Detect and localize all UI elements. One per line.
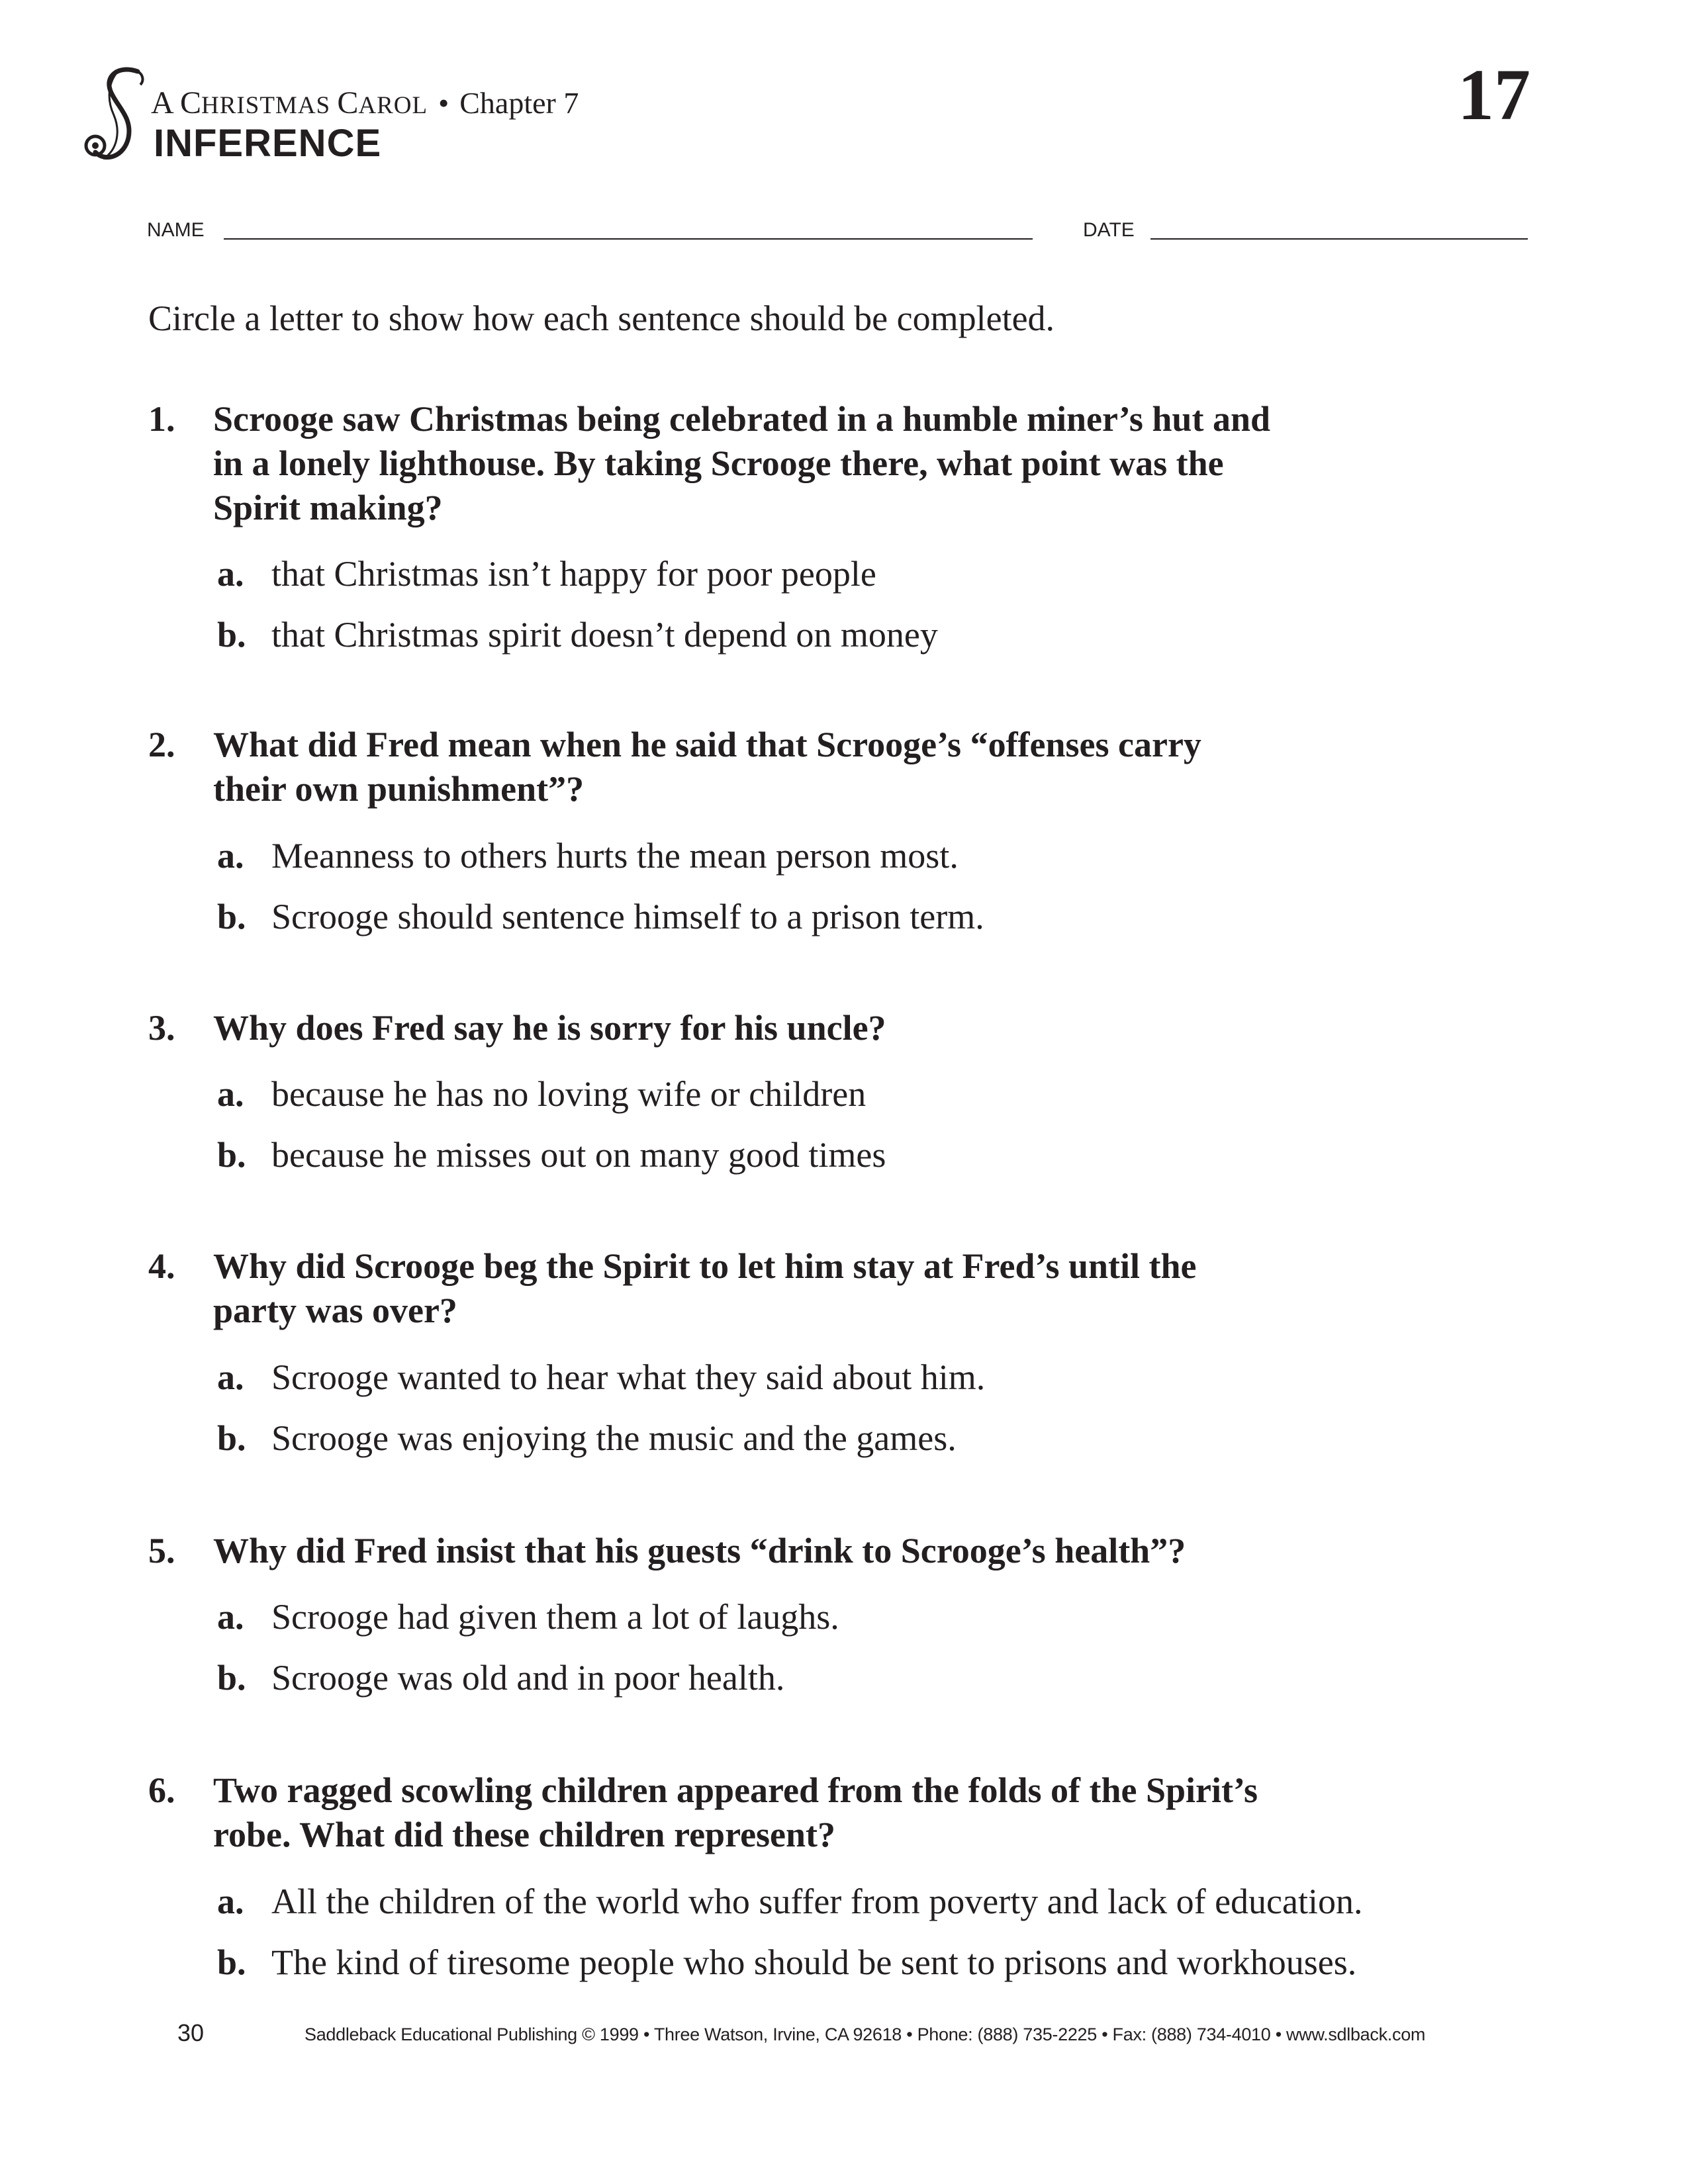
s-logo-icon — [79, 66, 152, 165]
date-label: DATE — [1083, 219, 1135, 241]
title-separator: • — [438, 86, 449, 120]
chapter-label: Chapter 7 — [459, 86, 579, 120]
question-4-option-a[interactable]: a. Scrooge wanted to hear what they said about him. — [217, 1357, 986, 1397]
question-3-text: Why does Fred say he is sorry for his uncle? — [213, 1008, 886, 1048]
question-5-text: Why did Fred insist that his guests “drink to Scrooge’s health”? — [213, 1531, 1186, 1570]
name-label: NAME — [147, 219, 205, 241]
question-4-option-b[interactable]: b. Scrooge was enjoying the music and the games. — [217, 1418, 957, 1458]
question-6-text: Two ragged scowling children appeared from the folds of the Spirit’s robe. What did these children represent? — [213, 1770, 1258, 1854]
question-6-number: 6. — [148, 1770, 175, 1810]
question-2-number: 2. — [148, 725, 175, 764]
date-field[interactable] — [1150, 238, 1528, 240]
name-field[interactable] — [224, 238, 1033, 240]
question-2-option-b[interactable]: b. Scrooge should sentence himself to a prison term. — [217, 897, 984, 936]
question-3-option-a[interactable]: a. because he has no loving wife or children — [217, 1074, 867, 1114]
lesson-number: 17 — [1458, 54, 1530, 135]
instructions: Circle a letter to show how each sentence should be completed. — [148, 298, 1055, 338]
question-1-option-a[interactable]: a. that Christmas isn’t happy for poor people — [217, 554, 876, 594]
question-5-option-b[interactable]: b. Scrooge was old and in poor health. — [217, 1658, 785, 1698]
question-4-number: 4. — [148, 1246, 175, 1286]
question-6-option-b[interactable]: b. The kind of tiresome people who should be sent to prisons and workhouses. — [217, 1942, 1357, 1982]
section-title: INFERENCE — [154, 122, 382, 165]
question-6-option-a[interactable]: a. All the children of the world who suffer from poverty and lack of education. — [217, 1882, 1363, 1921]
question-3-number: 3. — [148, 1008, 175, 1048]
book-title: A CHRISTMAS CAROL — [151, 85, 428, 120]
question-5-number: 5. — [148, 1531, 175, 1570]
question-1-text: Scrooge saw Christmas being celebrated in a humble miner’s hut and in a lonely lighthouse. By taking Scrooge there, what point was the Spirit making? — [213, 399, 1271, 527]
question-1-option-b[interactable]: b. that Christmas spirit doesn’t depend on money — [217, 615, 938, 655]
question-4-text: Why did Scrooge beg the Spirit to let him stay at Fred’s until the party was over? — [213, 1246, 1197, 1330]
question-2-text: What did Fred mean when he said that Scrooge’s “offenses carry their own punishment”? — [213, 725, 1201, 809]
page-number: 30 — [177, 2019, 205, 2046]
question-1-number: 1. — [148, 399, 175, 439]
publisher-footer: Saddleback Educational Publishing © 1999 • Three Watson, Irvine, CA 92618 • Phone: (888) 735-2225 • Fax: (888) 734-4010 • www.sdlback.com — [305, 2025, 1426, 2044]
book-title-line — [151, 85, 579, 124]
question-5-option-a[interactable]: a. Scrooge had given them a lot of laughs. — [217, 1597, 839, 1637]
question-3-option-b[interactable]: b. because he misses out on many good times — [217, 1135, 886, 1175]
question-2-option-a[interactable]: a. Meanness to others hurts the mean person most. — [217, 836, 959, 876]
